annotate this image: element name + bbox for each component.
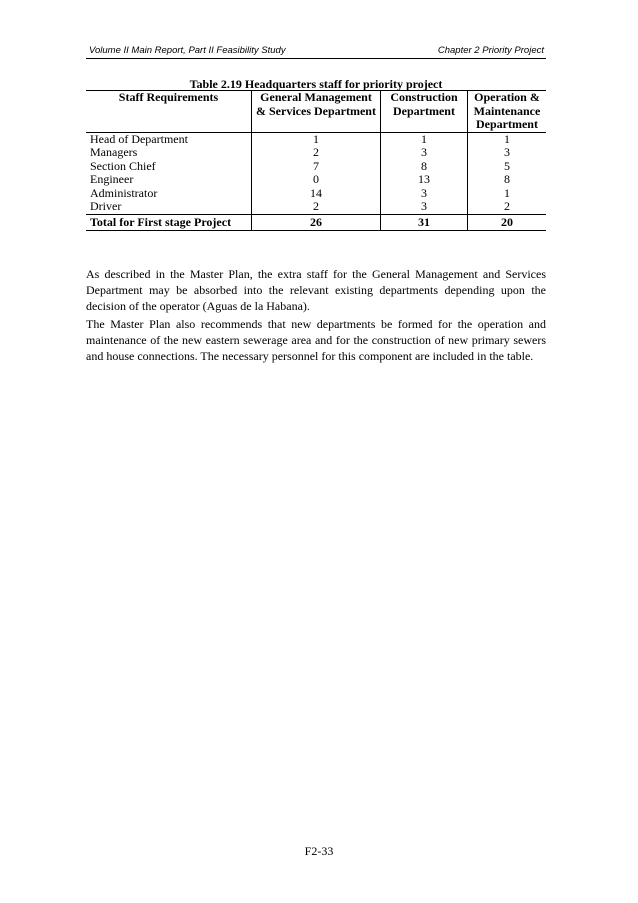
body-paragraph: As described in the Master Plan, the extra staff for the General Management and Services Department may be absorbed into the relevant existing departments depending upon the decision of the operator (Aguas de la Habana). xyxy=(86,267,546,313)
total-label: Total for First stage Project xyxy=(90,214,232,229)
cell-general-management: 7 xyxy=(252,160,381,174)
row-label: Section Chief xyxy=(90,158,156,173)
cell-construction: 3 xyxy=(381,187,468,201)
cell-general-management: 1 xyxy=(252,132,381,146)
row-label: Administrator xyxy=(90,185,158,200)
cell-construction: 3 xyxy=(381,200,468,214)
table-row xyxy=(86,200,546,214)
column-header-construction: Construction Department xyxy=(381,91,468,133)
table-total-row xyxy=(86,214,546,231)
column-header-staff-requirements: Staff Requirements xyxy=(118,90,219,104)
total-construction: 31 xyxy=(381,214,468,231)
table-row xyxy=(86,173,546,187)
total-operation-maintenance: 20 xyxy=(468,214,547,231)
staff-table xyxy=(86,90,546,231)
cell-general-management: 2 xyxy=(252,200,381,214)
cell-construction: 13 xyxy=(381,173,468,187)
cell-operation-maintenance: 1 xyxy=(468,132,547,146)
row-label: Driver xyxy=(90,199,122,213)
cell-operation-maintenance: 1 xyxy=(468,187,547,201)
cell-general-management: 2 xyxy=(252,146,381,160)
table-header-row xyxy=(86,91,546,133)
column-header-operation-maintenance: Operation & Maintenance Department xyxy=(468,91,547,133)
table-row xyxy=(86,146,546,160)
cell-construction: 1 xyxy=(381,132,468,146)
header-volume-title: Volume II Main Report, Part II Feasibility Study xyxy=(89,45,286,56)
cell-operation-maintenance: 5 xyxy=(468,160,547,174)
row-label: Managers xyxy=(90,145,138,159)
cell-general-management: 0 xyxy=(252,173,381,187)
row-label: Engineer xyxy=(90,172,134,186)
table-caption: Table 2.19 Headquarters staff for priority project xyxy=(189,77,443,91)
table-row xyxy=(86,160,546,174)
cell-operation-maintenance: 3 xyxy=(468,146,547,160)
row-label: Head of Department xyxy=(90,131,188,146)
body-paragraph: The Master Plan also recommends that new departments be formed for the operation and maintenance of the new eastern sewerage area and for the construction of new primary sewers and house connections. The necessary personnel for this component are included in the table. xyxy=(86,317,546,363)
cell-operation-maintenance: 2 xyxy=(468,200,547,214)
total-general-management: 26 xyxy=(252,214,381,231)
cell-operation-maintenance: 8 xyxy=(468,173,547,187)
header-chapter-title: Chapter 2 Priority Project xyxy=(437,45,544,56)
cell-construction: 3 xyxy=(381,146,468,160)
page-number: F2-33 xyxy=(304,844,334,858)
page-header xyxy=(86,44,546,59)
cell-construction: 8 xyxy=(381,160,468,174)
column-header-general-management: General Management & Services Department xyxy=(252,91,381,133)
cell-general-management: 14 xyxy=(252,187,381,201)
table-row xyxy=(86,187,546,201)
table-row xyxy=(86,132,546,146)
